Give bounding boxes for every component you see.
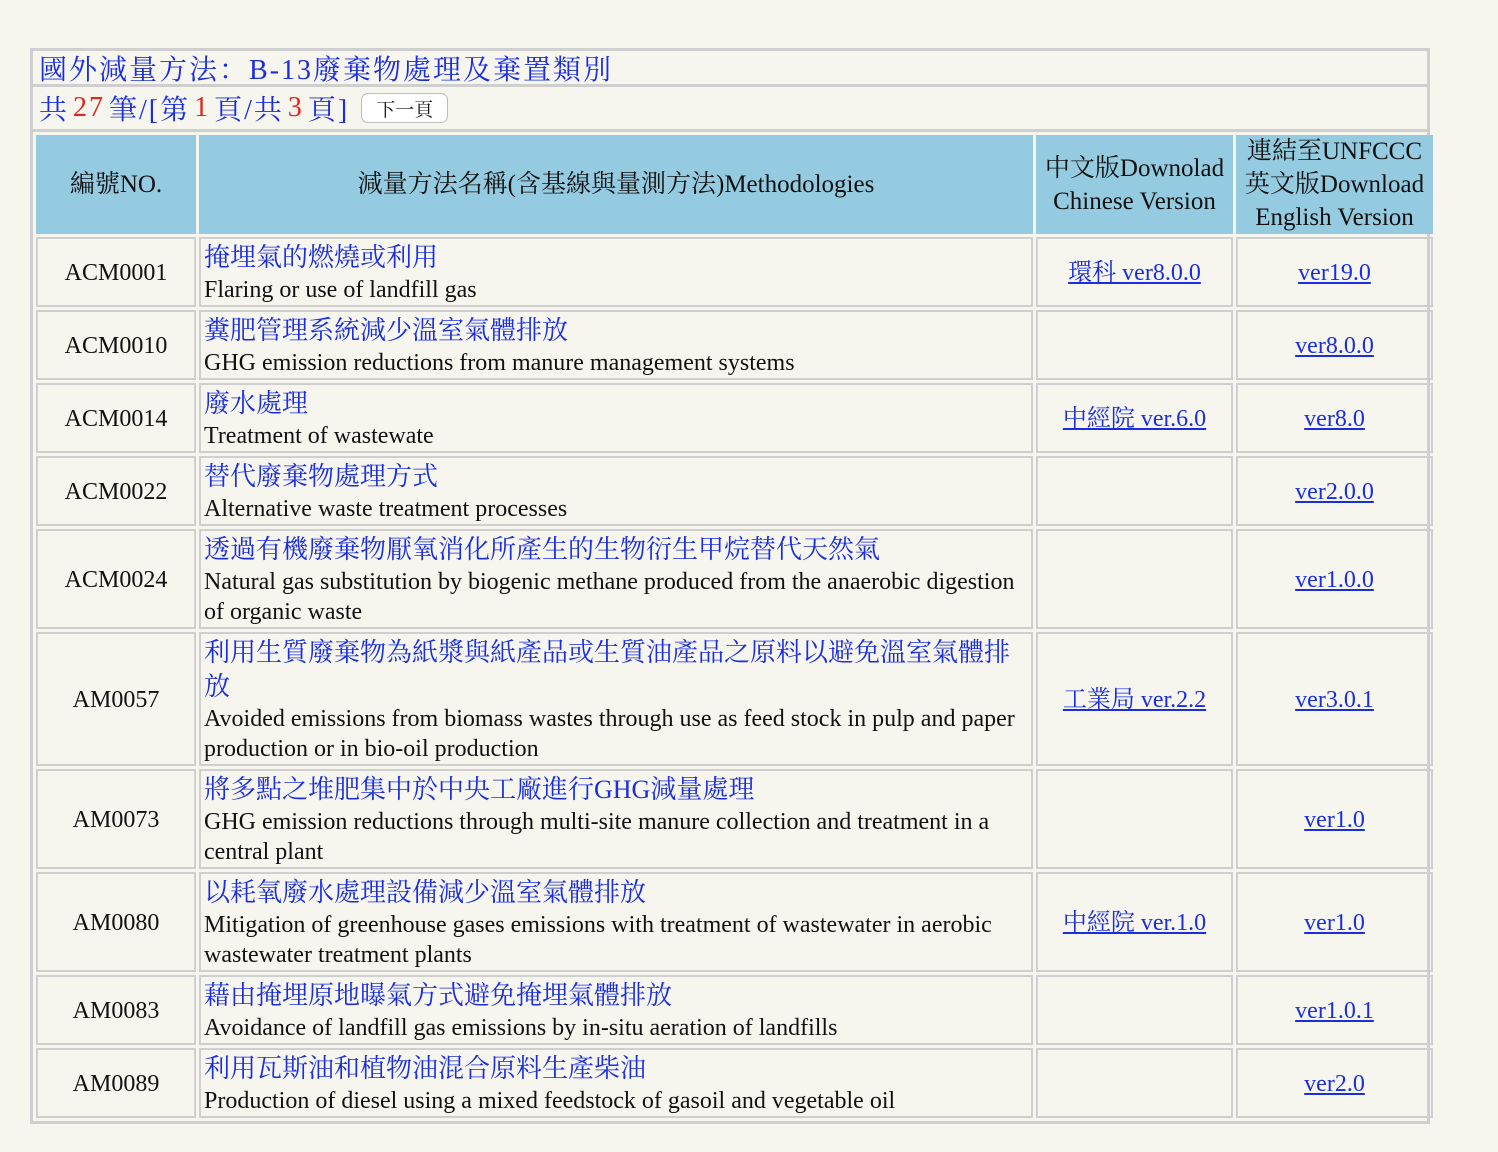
total-count: 27 bbox=[73, 92, 106, 123]
row-name bbox=[199, 1048, 1033, 1118]
chinese-version-link[interactable]: 工業局 ver.2.2 bbox=[1062, 687, 1207, 713]
row-name-zh[interactable]: 糞肥管理系統減少溫室氣體排放 bbox=[204, 316, 569, 345]
header-name: 減量方法名稱(含基線與量測方法)Methodologies bbox=[199, 135, 1033, 234]
row-name-en: Treatment of wastewate bbox=[204, 423, 434, 449]
row-name-en: Flaring or use of landfill gas bbox=[204, 277, 477, 303]
english-version-link[interactable]: ver8.0 bbox=[1304, 406, 1365, 432]
row-name bbox=[199, 632, 1033, 766]
row-chinese-version bbox=[1036, 529, 1233, 629]
table-row bbox=[36, 769, 1433, 869]
row-code: AM0080 bbox=[36, 872, 196, 972]
row-code: AM0089 bbox=[36, 1048, 196, 1118]
row-chinese-version bbox=[1036, 456, 1233, 526]
row-code: ACM0014 bbox=[36, 383, 196, 453]
pager-suffix: 頁] bbox=[307, 95, 350, 126]
row-name-en: Alternative waste treatment processes bbox=[204, 496, 568, 522]
row-code: ACM0024 bbox=[36, 529, 196, 629]
row-name-zh[interactable]: 利用生質廢棄物為紙漿與紙產品或生質油產品之原料以避免溫室氣體排放 bbox=[204, 638, 1011, 701]
chinese-version-link[interactable]: 中經院 ver.6.0 bbox=[1062, 406, 1207, 432]
header-en-line3: English Version bbox=[1255, 204, 1414, 231]
english-version-link[interactable]: ver19.0 bbox=[1298, 260, 1371, 286]
row-code: ACM0010 bbox=[36, 310, 196, 380]
row-name bbox=[199, 310, 1033, 380]
row-chinese-version bbox=[1036, 383, 1233, 453]
table-row bbox=[36, 872, 1433, 972]
row-chinese-version bbox=[1036, 632, 1233, 766]
row-chinese-version bbox=[1036, 1048, 1233, 1118]
header-chinese-version bbox=[1036, 135, 1233, 234]
english-version-link[interactable]: ver2.0.0 bbox=[1295, 479, 1374, 505]
pager-prefix: 共 bbox=[39, 95, 70, 126]
table-header-row bbox=[36, 135, 1433, 234]
row-english-version bbox=[1236, 383, 1433, 453]
current-page: 1 bbox=[194, 92, 211, 123]
header-zh-line2: Chinese Version bbox=[1053, 187, 1216, 215]
row-english-version bbox=[1236, 237, 1433, 307]
header-en-line1: 連結至UNFCCC bbox=[1246, 138, 1423, 165]
row-name-zh[interactable]: 廢水處理 bbox=[204, 389, 309, 418]
english-version-link[interactable]: ver1.0 bbox=[1304, 807, 1365, 833]
row-name-en: Avoidance of landfill gas emissions by in-situ aeration of landfills bbox=[204, 1015, 838, 1041]
table-row bbox=[36, 310, 1433, 380]
chinese-version-link[interactable]: 環科 ver8.0.0 bbox=[1068, 260, 1201, 286]
row-name-zh[interactable]: 替代廢棄物處理方式 bbox=[204, 462, 439, 491]
row-name-en: GHG emission reductions from manure management systems bbox=[204, 350, 795, 376]
english-version-link[interactable]: ver2.0 bbox=[1304, 1071, 1365, 1097]
table-row bbox=[36, 1048, 1433, 1118]
row-name bbox=[199, 237, 1033, 307]
row-name-en: Mitigation of greenhouse gases emissions with treatment of wastewater in aerobic wastewater treatment plants bbox=[204, 912, 992, 968]
row-english-version bbox=[1236, 769, 1433, 869]
row-name bbox=[199, 529, 1033, 629]
page-title: 國外減量方法：B-13廢棄物處理及棄置類別 bbox=[39, 54, 614, 86]
chinese-version-link[interactable]: 中經院 ver.1.0 bbox=[1062, 910, 1207, 936]
row-name-en: GHG emission reductions through multi-site manure collection and treatment in a central plant bbox=[204, 809, 990, 865]
english-version-link[interactable]: ver3.0.1 bbox=[1295, 687, 1374, 713]
row-name-zh[interactable]: 利用瓦斯油和植物油混合原料生產柴油 bbox=[204, 1054, 647, 1083]
row-english-version bbox=[1236, 872, 1433, 972]
next-page-button[interactable]: 下一頁 bbox=[361, 93, 448, 123]
english-version-link[interactable]: ver1.0 bbox=[1304, 910, 1365, 936]
row-chinese-version bbox=[1036, 975, 1233, 1045]
header-zh-line1: 中文版Downolad bbox=[1044, 154, 1225, 182]
table-row bbox=[36, 975, 1433, 1045]
row-english-version bbox=[1236, 456, 1433, 526]
table-row bbox=[36, 456, 1433, 526]
header-no: 編號NO. bbox=[36, 135, 196, 234]
row-chinese-version bbox=[1036, 769, 1233, 869]
pager-mid1: 筆/[第 bbox=[109, 95, 191, 126]
row-code: AM0073 bbox=[36, 769, 196, 869]
table-row bbox=[36, 529, 1433, 629]
row-name-zh[interactable]: 藉由掩埋原地曝氣方式避免掩埋氣體排放 bbox=[204, 981, 673, 1010]
row-english-version bbox=[1236, 1048, 1433, 1118]
methodology-panel bbox=[30, 48, 1430, 1124]
row-english-version bbox=[1236, 975, 1433, 1045]
english-version-link[interactable]: ver8.0.0 bbox=[1295, 333, 1374, 359]
row-name bbox=[199, 383, 1033, 453]
row-english-version bbox=[1236, 632, 1433, 766]
row-code: ACM0022 bbox=[36, 456, 196, 526]
row-name-zh[interactable]: 掩埋氣的燃燒或利用 bbox=[204, 243, 439, 272]
header-english-version bbox=[1236, 135, 1433, 234]
row-name-zh[interactable]: 將多點之堆肥集中於中央工廠進行GHG減量處理 bbox=[204, 775, 755, 804]
row-name-en: Natural gas substitution by biogenic methane produced from the anaerobic digestion of organic waste bbox=[204, 569, 1015, 625]
header-en-line2: 英文版Download bbox=[1244, 171, 1425, 198]
table-row bbox=[36, 632, 1433, 766]
row-chinese-version bbox=[1036, 310, 1233, 380]
row-code: AM0057 bbox=[36, 632, 196, 766]
row-name-zh[interactable]: 以耗氧廢水處理設備減少溫室氣體排放 bbox=[204, 878, 647, 907]
row-english-version bbox=[1236, 529, 1433, 629]
english-version-link[interactable]: ver1.0.1 bbox=[1295, 998, 1374, 1024]
table-row bbox=[36, 383, 1433, 453]
row-name bbox=[199, 769, 1033, 869]
total-pages: 3 bbox=[287, 92, 304, 123]
row-chinese-version bbox=[1036, 237, 1233, 307]
row-name bbox=[199, 975, 1033, 1045]
row-chinese-version bbox=[1036, 872, 1233, 972]
row-name-zh[interactable]: 透過有機廢棄物厭氧消化所產生的生物衍生甲烷替代天然氣 bbox=[204, 535, 881, 564]
methodology-table bbox=[33, 132, 1436, 1121]
row-name bbox=[199, 872, 1033, 972]
pager bbox=[33, 87, 1427, 132]
row-name-en: Production of diesel using a mixed feedstock of gasoil and vegetable oil bbox=[204, 1088, 896, 1114]
row-code: ACM0001 bbox=[36, 237, 196, 307]
pager-mid2: 頁/共 bbox=[214, 95, 284, 126]
row-name-en: Avoided emissions from biomass wastes through use as feed stock in pulp and paper production or in bio-oil production bbox=[204, 706, 1015, 762]
table-row bbox=[36, 237, 1433, 307]
row-english-version bbox=[1236, 310, 1433, 380]
english-version-link[interactable]: ver1.0.0 bbox=[1295, 567, 1374, 593]
title-row bbox=[33, 51, 1427, 87]
row-name bbox=[199, 456, 1033, 526]
row-code: AM0083 bbox=[36, 975, 196, 1045]
